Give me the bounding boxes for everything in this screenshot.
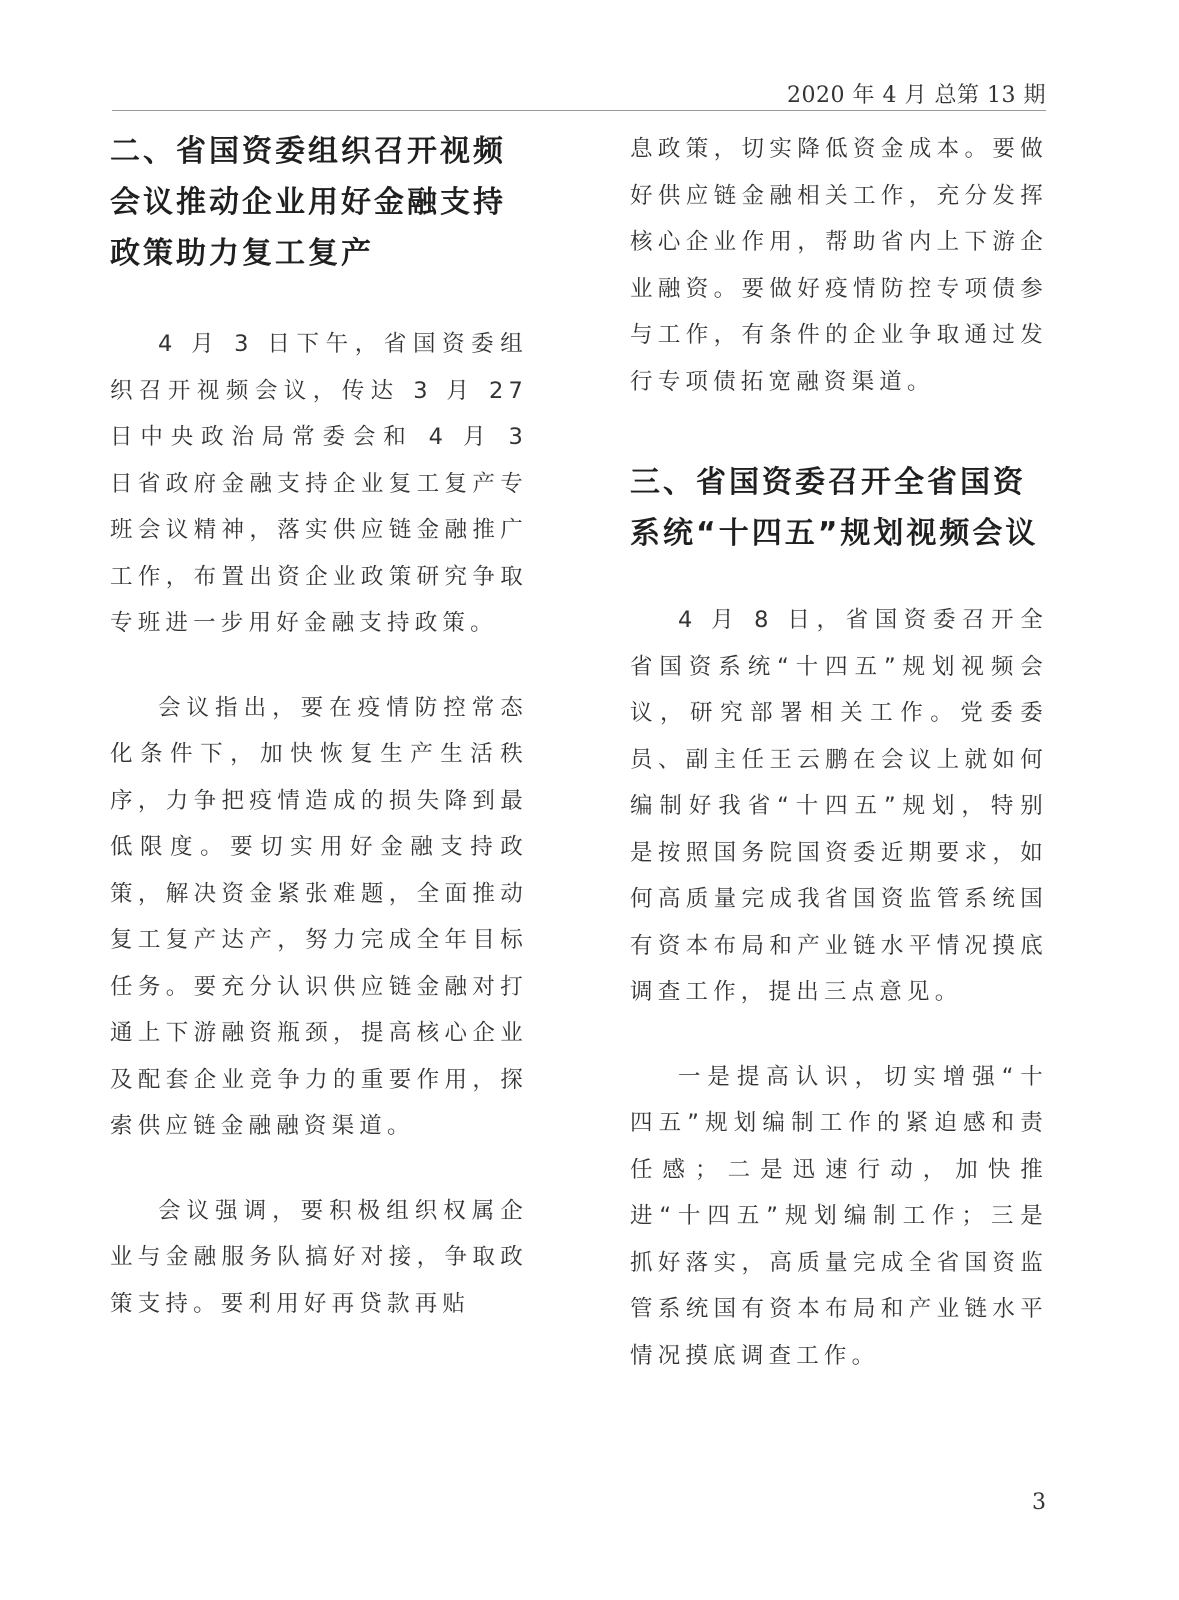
section-2-paragraph-3-continued: 息政策，切实降低资金成本。要做好供应链金融相关工作，充分发挥核心企业作用，帮助省内上下游企业融资。要做好疫情防控专项债参与工作，有条件的企业争取通过发行专项债拓宽融资渠道。 [630,136,1048,395]
section-3-paragraph-1: 4 月 8 日，省国资委召开全省国资系统“十四五”规划视频会议，研究部署相关工作。党委委员、副主任王云鹏在会议上就如何编制好我省“十四五”规划，特别是按照国务院国资委近期要求，如何高质量完成我省国资监管系统国有资本布局和产业链水平情况摸底调查工作，提出三点意见。 [630,607,1048,1005]
issue-label: 2020 年 4 月 总第 13 期 [787,83,1046,108]
left-column [110,126,528,1327]
section-2-paragraph-2: 会议指出，要在疫情防控常态化条件下，加快恢复生产生活秩序，力争把疫情造成的损失降到最低限度。要切实用好金融支持政策，解决资金紧张难题，全面推动复工复产达产，努力完成全年目标任务。要充分认识供应链金融对打通上下游融资瓶颈，提高核心企业及配套企业竞争力的重要作用，探索供应链金融融资渠道。 [110,694,528,1139]
section-2-paragraph-3: 会议强调，要积极组织权属企业与金融服务队搞好对接，争取政策支持。要利用好再贷款再贴 [110,1197,528,1317]
page-header [112,68,1046,111]
section-2-title: 二、省国资委组织召开视频会议推动企业用好金融支持政策助力复工复产 [110,134,506,271]
section-3-title: 三、省国资委召开全省国资系统“十四五”规划视频会议 [630,465,1039,551]
right-column [630,126,1048,1379]
section-2-paragraph-1: 4 月 3 日下午，省国资委组织召开视频会议，传达 3 月 27 日中央政治局常委会和 4 月 3 日省政府金融支持企业复工复产专班会议精神，落实供应链金融推广工作，布置出资企业政策研究争取专班进一步用好金融支持政策。 [110,331,528,636]
section-3-paragraph-2: 一是提高认识，切实增强“十四五”规划编制工作的紧迫感和责任感；二是迅速行动，加快推进“十四五”规划编制工作；三是抓好落实，高质量完成全省国资监管系统国有资本布局和产业链水平情况摸底调查工作。 [630,1063,1048,1369]
page-number: 3 [1032,1490,1046,1515]
